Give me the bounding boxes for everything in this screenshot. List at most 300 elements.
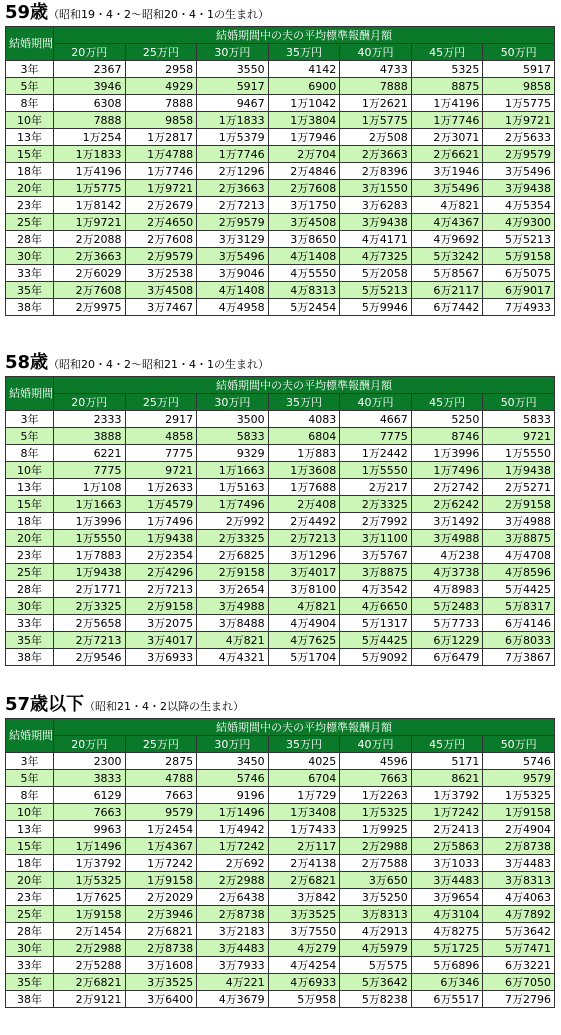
age-label: 58歳 <box>5 352 49 373</box>
years-cell: 13年 <box>6 129 54 146</box>
amount-cell: 3万8650 <box>268 231 340 248</box>
amount-cell: 6万1229 <box>411 632 483 649</box>
amount-cell: 2万9579 <box>483 146 555 163</box>
amount-cell: 5万1704 <box>268 649 340 666</box>
amount-cell: 1万7883 <box>54 547 126 564</box>
amount-cell: 2万6029 <box>54 265 126 282</box>
amount-cell: 1万108 <box>54 479 126 496</box>
amount-cell: 2万8396 <box>340 163 412 180</box>
years-cell: 5年 <box>6 78 54 95</box>
amount-cell: 3万8488 <box>197 615 269 632</box>
table-row <box>6 974 555 991</box>
table-row <box>6 248 555 265</box>
amount-cell: 1万3408 <box>268 804 340 821</box>
years-cell: 30年 <box>6 940 54 957</box>
amount-cell: 3万9438 <box>483 180 555 197</box>
amount-cell: 1万3996 <box>411 445 483 462</box>
section-title <box>5 350 555 376</box>
amount-cell: 1万9721 <box>54 214 126 231</box>
table-row <box>6 581 555 598</box>
amount-cell: 3万5767 <box>340 547 412 564</box>
amount-cell: 1万1663 <box>54 496 126 513</box>
salary-column-header: 30万円 <box>197 736 269 753</box>
amount-cell: 3万2654 <box>197 581 269 598</box>
amount-cell: 3万4483 <box>483 855 555 872</box>
amount-cell: 2万2029 <box>125 889 197 906</box>
table-row <box>6 906 555 923</box>
amount-cell: 5917 <box>483 61 555 78</box>
amount-cell: 2万704 <box>268 146 340 163</box>
table-row <box>6 564 555 581</box>
amount-cell: 8746 <box>411 428 483 445</box>
amount-cell: 4596 <box>340 753 412 770</box>
table-row <box>6 129 555 146</box>
amount-cell: 2万2413 <box>411 821 483 838</box>
amount-cell: 6万346 <box>411 974 483 991</box>
table-row <box>6 855 555 872</box>
amount-cell: 4万8275 <box>411 923 483 940</box>
amount-cell: 3万4988 <box>483 513 555 530</box>
salary-group-header: 結婚期間中の夫の平均標準報酬月額 <box>54 27 555 44</box>
amount-cell: 1万7746 <box>197 146 269 163</box>
amount-cell: 4万4254 <box>268 957 340 974</box>
amount-cell: 7888 <box>340 78 412 95</box>
amount-cell: 1万9721 <box>125 180 197 197</box>
table-row <box>6 649 555 666</box>
amount-cell: 2958 <box>125 61 197 78</box>
table-row <box>6 787 555 804</box>
salary-column-header: 45万円 <box>411 44 483 61</box>
table-row <box>6 214 555 231</box>
years-cell: 38年 <box>6 649 54 666</box>
amount-cell: 2875 <box>125 753 197 770</box>
amount-cell: 4万221 <box>197 974 269 991</box>
amount-cell: 3万650 <box>340 872 412 889</box>
amount-cell: 2300 <box>54 753 126 770</box>
amount-cell: 7663 <box>125 787 197 804</box>
years-cell: 35年 <box>6 282 54 299</box>
years-cell: 28年 <box>6 581 54 598</box>
amount-cell: 1万2621 <box>340 95 412 112</box>
amount-cell: 5万958 <box>268 991 340 1008</box>
amount-cell: 1万729 <box>268 787 340 804</box>
years-cell: 13年 <box>6 479 54 496</box>
amount-cell: 2万7213 <box>54 632 126 649</box>
salary-column-header: 20万円 <box>54 394 126 411</box>
amount-cell: 5万7733 <box>411 615 483 632</box>
salary-column-header: 30万円 <box>197 394 269 411</box>
amount-cell: 4万3542 <box>340 581 412 598</box>
amount-cell: 9721 <box>483 428 555 445</box>
amount-cell: 4万4708 <box>483 547 555 564</box>
section-title <box>5 692 555 718</box>
table-row <box>6 513 555 530</box>
amount-cell: 1万9925 <box>340 821 412 838</box>
amount-cell: 5万4425 <box>340 632 412 649</box>
table-row <box>6 838 555 855</box>
amount-cell: 4万5354 <box>483 197 555 214</box>
table-row <box>6 753 555 770</box>
table-row <box>6 872 555 889</box>
amount-cell: 9858 <box>483 78 555 95</box>
amount-cell: 1万7496 <box>197 496 269 513</box>
amount-cell: 3万2075 <box>125 615 197 632</box>
amount-cell: 5万5213 <box>340 282 412 299</box>
amount-cell: 5万6896 <box>411 957 483 974</box>
amount-cell: 1万883 <box>268 445 340 462</box>
amount-cell: 5万2058 <box>340 265 412 282</box>
amount-cell: 1万5325 <box>340 804 412 821</box>
amount-cell: 2333 <box>54 411 126 428</box>
amount-cell: 1万9438 <box>54 564 126 581</box>
salary-column-header: 35万円 <box>268 44 340 61</box>
amount-cell: 4万3679 <box>197 991 269 1008</box>
amount-cell: 2万4650 <box>125 214 197 231</box>
table-row <box>6 940 555 957</box>
amount-cell: 3946 <box>54 78 126 95</box>
table-row <box>6 821 555 838</box>
amount-cell: 4万8596 <box>483 564 555 581</box>
amount-cell: 6704 <box>268 770 340 787</box>
years-cell: 25年 <box>6 906 54 923</box>
amount-cell: 2万2988 <box>340 838 412 855</box>
amount-cell: 2万7213 <box>125 581 197 598</box>
amount-cell: 1万3996 <box>54 513 126 530</box>
amount-cell: 4万9300 <box>483 214 555 231</box>
amount-cell: 2万117 <box>268 838 340 855</box>
amount-cell: 4万7625 <box>268 632 340 649</box>
amount-cell: 7775 <box>125 445 197 462</box>
amount-cell: 4万821 <box>197 632 269 649</box>
amount-cell: 4万5979 <box>340 940 412 957</box>
amount-cell: 5万3242 <box>411 248 483 265</box>
amount-cell: 5746 <box>483 753 555 770</box>
amount-cell: 6900 <box>268 78 340 95</box>
amount-cell: 3万6400 <box>125 991 197 1008</box>
amount-cell: 1万7946 <box>268 129 340 146</box>
amount-cell: 4733 <box>340 61 412 78</box>
amount-cell: 2万2679 <box>125 197 197 214</box>
amount-cell: 4万6933 <box>268 974 340 991</box>
amount-cell: 2万7992 <box>340 513 412 530</box>
years-cell: 20年 <box>6 180 54 197</box>
salary-column-header: 35万円 <box>268 736 340 753</box>
amount-cell: 7888 <box>54 112 126 129</box>
years-cell: 25年 <box>6 214 54 231</box>
amount-cell: 4万1408 <box>268 248 340 265</box>
amount-cell: 4万7892 <box>483 906 555 923</box>
years-cell: 28年 <box>6 231 54 248</box>
years-cell: 18年 <box>6 855 54 872</box>
amount-cell: 7万4933 <box>483 299 555 316</box>
table-row <box>6 530 555 547</box>
amount-cell: 1万7433 <box>268 821 340 838</box>
amount-cell: 6万4146 <box>483 615 555 632</box>
amount-cell: 2万8738 <box>125 940 197 957</box>
amount-cell: 3450 <box>197 753 269 770</box>
amount-cell: 1万254 <box>54 129 126 146</box>
amount-cell: 2万5863 <box>411 838 483 855</box>
amount-cell: 3万1100 <box>340 530 412 547</box>
years-cell: 3年 <box>6 61 54 78</box>
amount-cell: 1万7242 <box>411 804 483 821</box>
amount-cell: 1万4788 <box>125 146 197 163</box>
years-cell: 38年 <box>6 991 54 1008</box>
amount-cell: 2万9158 <box>483 496 555 513</box>
table-row <box>6 112 555 129</box>
amount-cell: 4025 <box>268 753 340 770</box>
years-cell: 15年 <box>6 146 54 163</box>
amount-cell: 1万2263 <box>340 787 412 804</box>
amount-cell: 2万1296 <box>197 163 269 180</box>
table-row <box>6 615 555 632</box>
amount-cell: 2万4904 <box>483 821 555 838</box>
years-cell: 35年 <box>6 632 54 649</box>
amount-cell: 1万1833 <box>197 112 269 129</box>
amount-cell: 5325 <box>411 61 483 78</box>
table-section <box>5 0 555 316</box>
years-cell: 23年 <box>6 547 54 564</box>
amount-cell: 6万3221 <box>483 957 555 974</box>
years-cell: 15年 <box>6 838 54 855</box>
amount-cell: 1万1496 <box>197 804 269 821</box>
amount-cell: 5万3642 <box>340 974 412 991</box>
amount-cell: 2万6438 <box>197 889 269 906</box>
amount-cell: 9467 <box>197 95 269 112</box>
amount-cell: 2万9579 <box>197 214 269 231</box>
amount-cell: 2万7213 <box>268 530 340 547</box>
table-row <box>6 61 555 78</box>
amount-cell: 6万7050 <box>483 974 555 991</box>
amount-cell: 3万8100 <box>268 581 340 598</box>
amount-cell: 3万4988 <box>411 530 483 547</box>
amount-cell: 3万1946 <box>411 163 483 180</box>
table-row <box>6 957 555 974</box>
marriage-period-header: 結婚期間 <box>6 27 54 61</box>
amount-cell: 4万8983 <box>411 581 483 598</box>
amount-cell: 1万5550 <box>340 462 412 479</box>
amount-cell: 4083 <box>268 411 340 428</box>
amount-cell: 3万4988 <box>197 598 269 615</box>
amount-cell: 3万8875 <box>483 530 555 547</box>
amount-cell: 3万5496 <box>197 248 269 265</box>
amount-cell: 3万7467 <box>125 299 197 316</box>
amount-cell: 4万9692 <box>411 231 483 248</box>
amount-cell: 2万7213 <box>197 197 269 214</box>
amount-cell: 2万408 <box>268 496 340 513</box>
amount-cell: 5250 <box>411 411 483 428</box>
amount-cell: 6万5075 <box>483 265 555 282</box>
amount-cell: 4万821 <box>268 598 340 615</box>
birth-range-label: （昭和19・4・2～昭和20・4・1の生まれ） <box>48 8 270 21</box>
amount-cell: 1万4367 <box>125 838 197 855</box>
amount-cell: 3万2538 <box>125 265 197 282</box>
amount-cell: 7663 <box>340 770 412 787</box>
years-cell: 5年 <box>6 770 54 787</box>
amount-cell: 2万1771 <box>54 581 126 598</box>
birth-range-label: （昭和21・4・2以降の生まれ） <box>84 700 245 713</box>
amount-cell: 2万2088 <box>54 231 126 248</box>
amount-cell: 2万4846 <box>268 163 340 180</box>
years-cell: 5年 <box>6 428 54 445</box>
pension-table <box>5 26 555 316</box>
amount-cell: 4万238 <box>411 547 483 564</box>
amount-cell: 6221 <box>54 445 126 462</box>
years-cell: 30年 <box>6 248 54 265</box>
table-row <box>6 411 555 428</box>
amount-cell: 6万6479 <box>411 649 483 666</box>
amount-cell: 1万1496 <box>54 838 126 855</box>
amount-cell: 5833 <box>197 428 269 445</box>
amount-cell: 4万1408 <box>197 282 269 299</box>
amount-cell: 1万5775 <box>54 180 126 197</box>
amount-cell: 9196 <box>197 787 269 804</box>
amount-cell: 1万4579 <box>125 496 197 513</box>
amount-cell: 2367 <box>54 61 126 78</box>
amount-cell: 3万9046 <box>197 265 269 282</box>
amount-cell: 1万5325 <box>483 787 555 804</box>
amount-cell: 2万5288 <box>54 957 126 974</box>
amount-cell: 6308 <box>54 95 126 112</box>
amount-cell: 1万9158 <box>54 906 126 923</box>
amount-cell: 2万3663 <box>340 146 412 163</box>
amount-cell: 2万4492 <box>268 513 340 530</box>
amount-cell: 5万4425 <box>483 581 555 598</box>
amount-cell: 3万1608 <box>125 957 197 974</box>
amount-cell: 8875 <box>411 78 483 95</box>
salary-group-header: 結婚期間中の夫の平均標準報酬月額 <box>54 719 555 736</box>
amount-cell: 3万8313 <box>340 906 412 923</box>
years-cell: 10年 <box>6 112 54 129</box>
amount-cell: 1万1833 <box>54 146 126 163</box>
table-row <box>6 804 555 821</box>
years-cell: 18年 <box>6 513 54 530</box>
amount-cell: 2万992 <box>197 513 269 530</box>
amount-cell: 4万7325 <box>340 248 412 265</box>
salary-column-header: 50万円 <box>483 736 555 753</box>
amount-cell: 6万9017 <box>483 282 555 299</box>
table-row <box>6 231 555 248</box>
amount-cell: 3万5496 <box>411 180 483 197</box>
table-row <box>6 265 555 282</box>
amount-cell: 4929 <box>125 78 197 95</box>
amount-cell: 1万7242 <box>197 838 269 855</box>
salary-column-header: 40万円 <box>340 394 412 411</box>
years-cell: 33年 <box>6 957 54 974</box>
amount-cell: 1万7688 <box>268 479 340 496</box>
salary-column-header: 20万円 <box>54 44 126 61</box>
amount-cell: 5万5213 <box>483 231 555 248</box>
amount-cell: 7888 <box>125 95 197 112</box>
amount-cell: 2万1454 <box>54 923 126 940</box>
amount-cell: 5833 <box>483 411 555 428</box>
amount-cell: 1万1663 <box>197 462 269 479</box>
table-row <box>6 889 555 906</box>
amount-cell: 7775 <box>340 428 412 445</box>
amount-cell: 1万7496 <box>411 462 483 479</box>
amount-cell: 1万9438 <box>125 530 197 547</box>
amount-cell: 3888 <box>54 428 126 445</box>
years-cell: 8年 <box>6 445 54 462</box>
amount-cell: 9329 <box>197 445 269 462</box>
salary-column-header: 20万円 <box>54 736 126 753</box>
amount-cell: 2万4138 <box>268 855 340 872</box>
salary-column-header: 30万円 <box>197 44 269 61</box>
amount-cell: 1万2817 <box>125 129 197 146</box>
years-cell: 10年 <box>6 462 54 479</box>
amount-cell: 4万4063 <box>483 889 555 906</box>
amount-cell: 1万7625 <box>54 889 126 906</box>
amount-cell: 1万5775 <box>483 95 555 112</box>
amount-cell: 3万5250 <box>340 889 412 906</box>
amount-cell: 1万8142 <box>54 197 126 214</box>
amount-cell: 3万3129 <box>197 231 269 248</box>
amount-cell: 4万4904 <box>268 615 340 632</box>
amount-cell: 2万9121 <box>54 991 126 1008</box>
table-row <box>6 78 555 95</box>
amount-cell: 9579 <box>125 804 197 821</box>
table-row <box>6 163 555 180</box>
amount-cell: 2万9975 <box>54 299 126 316</box>
amount-cell: 1万4196 <box>54 163 126 180</box>
amount-cell: 1万5325 <box>54 872 126 889</box>
amount-cell: 2万2354 <box>125 547 197 564</box>
amount-cell: 4788 <box>125 770 197 787</box>
amount-cell: 2万3325 <box>197 530 269 547</box>
table-row <box>6 462 555 479</box>
amount-cell: 1万7242 <box>125 855 197 872</box>
years-cell: 20年 <box>6 530 54 547</box>
amount-cell: 8621 <box>411 770 483 787</box>
salary-column-header: 50万円 <box>483 44 555 61</box>
amount-cell: 2917 <box>125 411 197 428</box>
amount-cell: 2万3663 <box>197 180 269 197</box>
age-label: 57歳以下 <box>5 694 85 715</box>
amount-cell: 2万508 <box>340 129 412 146</box>
amount-cell: 1万1042 <box>268 95 340 112</box>
amount-cell: 2万692 <box>197 855 269 872</box>
amount-cell: 3万4017 <box>125 632 197 649</box>
salary-column-header: 40万円 <box>340 44 412 61</box>
amount-cell: 1万2442 <box>340 445 412 462</box>
amount-cell: 3万9438 <box>340 214 412 231</box>
years-cell: 13年 <box>6 821 54 838</box>
amount-cell: 2万6821 <box>54 974 126 991</box>
amount-cell: 1万7746 <box>411 112 483 129</box>
amount-cell: 1万9721 <box>483 112 555 129</box>
amount-cell: 5万575 <box>340 957 412 974</box>
amount-cell: 2万5633 <box>483 129 555 146</box>
amount-cell: 3万4483 <box>411 872 483 889</box>
amount-cell: 4858 <box>125 428 197 445</box>
table-row <box>6 598 555 615</box>
amount-cell: 5万8567 <box>411 265 483 282</box>
pension-table <box>5 376 555 666</box>
amount-cell: 1万9158 <box>125 872 197 889</box>
table-row <box>6 146 555 163</box>
amount-cell: 2万6242 <box>411 496 483 513</box>
years-cell: 8年 <box>6 787 54 804</box>
years-cell: 3年 <box>6 411 54 428</box>
marriage-period-header: 結婚期間 <box>6 719 54 753</box>
amount-cell: 3万3525 <box>268 906 340 923</box>
amount-cell: 9858 <box>125 112 197 129</box>
amount-cell: 5万1317 <box>340 615 412 632</box>
amount-cell: 3万7550 <box>268 923 340 940</box>
years-cell: 33年 <box>6 615 54 632</box>
amount-cell: 2万5271 <box>483 479 555 496</box>
salary-column-header: 40万円 <box>340 736 412 753</box>
